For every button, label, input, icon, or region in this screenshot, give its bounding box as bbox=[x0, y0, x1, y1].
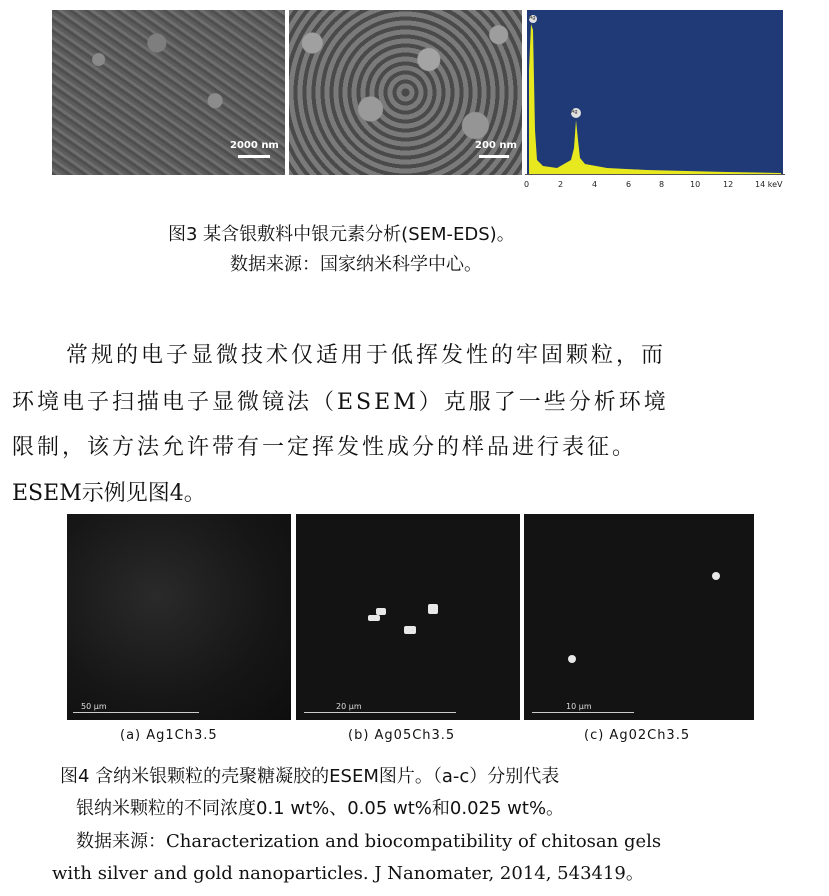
fig4-caption-line1: 图4 含纳米银颗粒的壳聚糖凝胶的ESEM图片。（a-c）分别代表 bbox=[60, 766, 560, 787]
esem-c-scale-label: 10 µm bbox=[566, 702, 592, 711]
eds-peak-label-2: Ag bbox=[571, 109, 578, 115]
sem1-scale-label: 2000 nm bbox=[230, 140, 279, 151]
esem-b-particle-1 bbox=[376, 608, 386, 615]
eds-peak-label-1: Ag bbox=[529, 15, 536, 21]
fig3-caption-line2: 数据来源：国家纳米科学中心。 bbox=[230, 254, 482, 275]
paragraph-line4: ESEM示例见图4。 bbox=[12, 481, 206, 506]
eds-tick-2: 2 bbox=[558, 180, 564, 189]
eds-spectrum bbox=[527, 10, 783, 174]
esem-b-particle-2 bbox=[368, 615, 380, 621]
esem-image-b bbox=[296, 514, 520, 720]
eds-x-axis bbox=[525, 174, 785, 175]
fig4-caption-line3: 数据来源：Characterization and biocompatibility of chitosan gels bbox=[76, 831, 662, 852]
sem1-scale-bar bbox=[238, 155, 270, 158]
esem-image-c bbox=[524, 514, 754, 720]
esem-b-scale-label: 20 µm bbox=[336, 702, 362, 711]
fig4-caption-line2: 银纳米颗粒的不同浓度0.1 wt%、0.05 wt%和0.025 wt%。 bbox=[76, 798, 565, 819]
paragraph-line2: 环境电子扫描电子显微镜法（ESEM）克服了一些分析环境 bbox=[12, 390, 669, 415]
eds-tick-0: 0 bbox=[524, 180, 530, 189]
eds-tick-14: 14 keV bbox=[755, 180, 783, 189]
esem-c-label: (c) Ag02Ch3.5 bbox=[584, 728, 691, 743]
sem-image-2 bbox=[289, 10, 522, 175]
sem2-scale-label: 200 nm bbox=[475, 140, 517, 151]
esem-b-scale-bar bbox=[304, 712, 456, 713]
esem-a-label: (a) Ag1Ch3.5 bbox=[120, 728, 218, 743]
paragraph-line3: 限制，该方法允许带有一定挥发性成分的样品进行表征。 bbox=[12, 435, 638, 460]
esem-b-particle-4 bbox=[404, 626, 416, 634]
eds-tick-10: 10 bbox=[690, 180, 701, 189]
paragraph-line1: 常规的电子显微技术仅适用于低挥发性的牢固颗粒，而 bbox=[66, 343, 667, 368]
eds-spectrum-trace bbox=[529, 24, 781, 174]
fig3-caption-line1: 图3 某含银敷料中银元素分析(SEM-EDS)。 bbox=[168, 224, 515, 245]
sem-image-1 bbox=[52, 10, 285, 175]
esem-b-particle-3 bbox=[428, 604, 438, 614]
eds-tick-6: 6 bbox=[626, 180, 632, 189]
sem2-scale-bar bbox=[479, 155, 509, 158]
esem-c-particle-2 bbox=[568, 655, 576, 663]
eds-tick-4: 4 bbox=[592, 180, 598, 189]
fig4-caption-line4: with silver and gold nanoparticles. J Nanomater, 2014, 543419。 bbox=[52, 863, 644, 884]
esem-a-scale-bar bbox=[73, 712, 199, 713]
esem-b-label: (b) Ag05Ch3.5 bbox=[348, 728, 456, 743]
eds-tick-8: 8 bbox=[659, 180, 665, 189]
esem-c-particle-1 bbox=[712, 572, 720, 580]
esem-image-a bbox=[67, 514, 291, 720]
eds-tick-12: 12 bbox=[723, 180, 734, 189]
esem-c-scale-bar bbox=[532, 712, 634, 713]
esem-a-scale-label: 50 µm bbox=[81, 702, 107, 711]
